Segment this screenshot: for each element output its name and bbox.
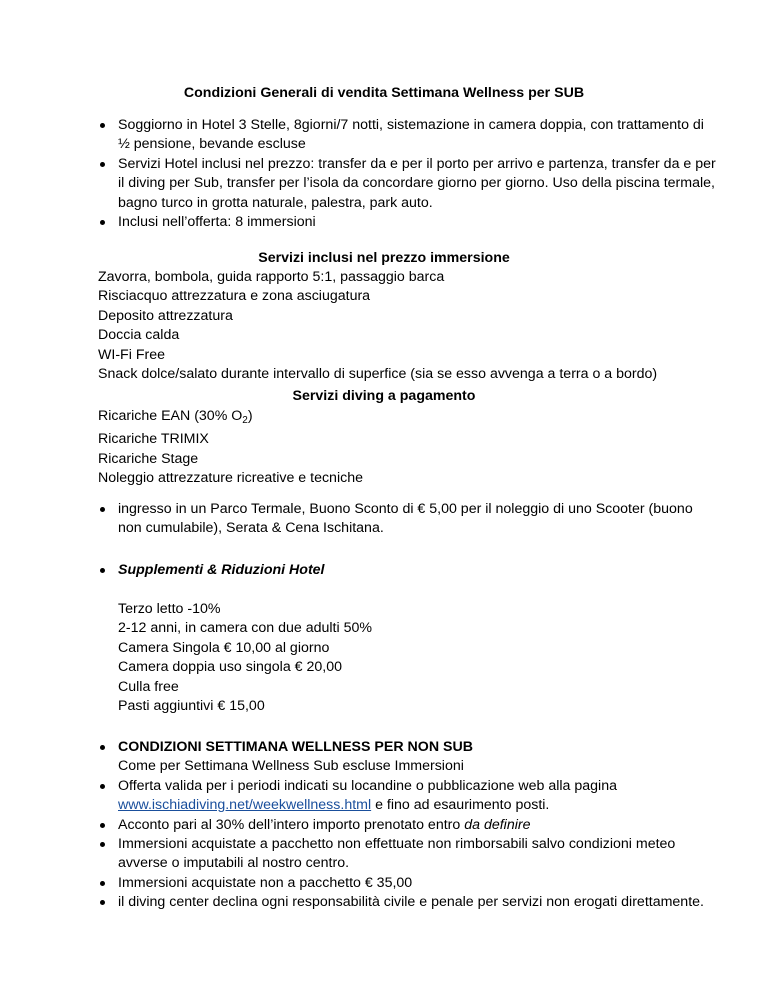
conditions-bullet-list: [98, 738, 718, 913]
list-item: Camera Singola € 10,00 al giorno: [118, 639, 330, 656]
list-item: Zavorra, bombola, guida rapporto 5:1, passaggio barca: [98, 269, 445, 285]
included-services-heading: Servizi inclusi nel prezzo immersione: [258, 250, 510, 266]
list-item: Doccia calda: [98, 327, 180, 344]
list-item: Terzo letto -10%: [118, 601, 221, 617]
offer-suffix: e fino ad esaurimento posti.: [371, 797, 550, 814]
list-item: Culla free: [118, 678, 179, 695]
offer-text: Offerta valida per i periodi indicati su locandine o pubblicazione web alla pagina: [118, 777, 617, 794]
list-item: Inclusi nell’offerta: 8 immersioni: [98, 213, 718, 232]
paid-services-heading: Servizi diving a pagamento: [292, 388, 476, 404]
deposit-italic: da definire: [464, 816, 531, 833]
list-item: Ricariche TRIMIX: [98, 431, 209, 448]
list-item: Immersioni acquistate a pacchetto non effettuate non rimborsabili salvo condizioni meteo avverse o imputabili al nostro centro.: [98, 835, 718, 874]
list-item: Noleggio attrezzature ricreative e tecniche: [98, 470, 363, 487]
list-item: il diving center declina ogni responsabilità civile e penale per servizi non erogati direttamente.: [98, 893, 718, 912]
list-item: WI-Fi Free: [98, 346, 165, 363]
page-title: Condizioni Generali di vendita Settimana Wellness per SUB: [183, 85, 585, 101]
offer-item: [98, 777, 718, 816]
deposit-text: Acconto pari al 30% dell’intero importo prenotato entro: [118, 816, 465, 833]
list-item: Ricariche Stage: [98, 450, 199, 467]
ean-text: Ricariche EAN (30% O: [98, 408, 243, 424]
paid-services-list: [98, 407, 718, 489]
non-sub-subtext: Come per Settimana Wellness Sub escluse Immersioni: [118, 758, 464, 775]
list-item: ingresso in un Parco Termale, Buono Sconto di € 5,00 per il noleggio di uno Scooter (buono non cumulabile), Serata & Cena Ischitana.: [98, 500, 718, 539]
deposit-item: [98, 816, 718, 835]
list-item: Risciacquo attrezzatura e zona asciugatura: [98, 288, 371, 305]
extra-bullet-list: [98, 500, 718, 539]
ean-suffix: ): [247, 408, 253, 424]
intro-bullet-list: [98, 116, 718, 232]
supplements-bullet: [98, 561, 718, 580]
ean-subscript: 2: [242, 415, 248, 426]
list-item-ean: [98, 407, 718, 430]
non-sub-heading: CONDIZIONI SETTIMANA WELLNESS PER NON SUB: [118, 739, 473, 755]
offer-link[interactable]: www.ischiadiving.net/weekwellness.html: [118, 797, 372, 814]
list-item: Soggiorno in Hotel 3 Stelle, 8giorni/7 notti, sistemazione in camera doppia, con trattamento di ½ pensione, bevande escluse: [98, 116, 718, 155]
included-services-list: [98, 268, 718, 384]
list-item: 2-12 anni, in camera con due adulti 50%: [118, 620, 372, 637]
list-item: Immersioni acquistate non a pacchetto € 35,00: [98, 874, 718, 893]
list-item: Deposito attrezzatura: [98, 307, 233, 324]
non-sub-item: [98, 738, 718, 777]
list-item: Pasti aggiuntivi € 15,00: [118, 698, 265, 715]
supplements-list: [118, 600, 718, 716]
list-item: Servizi Hotel inclusi nel prezzo: transfer da e per il porto per arrivo e partenza, transfer da e per il diving per Sub, transfer per l’isola da concordare giorno per giorno. Uso della piscina termale, bagno turco in grotta naturale, palestra, park auto.: [98, 155, 718, 213]
list-item: Snack dolce/salato durante intervallo di superfice (sia se esso avvenga a terra o a bordo): [98, 366, 658, 383]
supplements-heading: Supplementi & Riduzioni Hotel: [98, 561, 718, 580]
list-item: Camera doppia uso singola € 20,00: [118, 659, 343, 676]
